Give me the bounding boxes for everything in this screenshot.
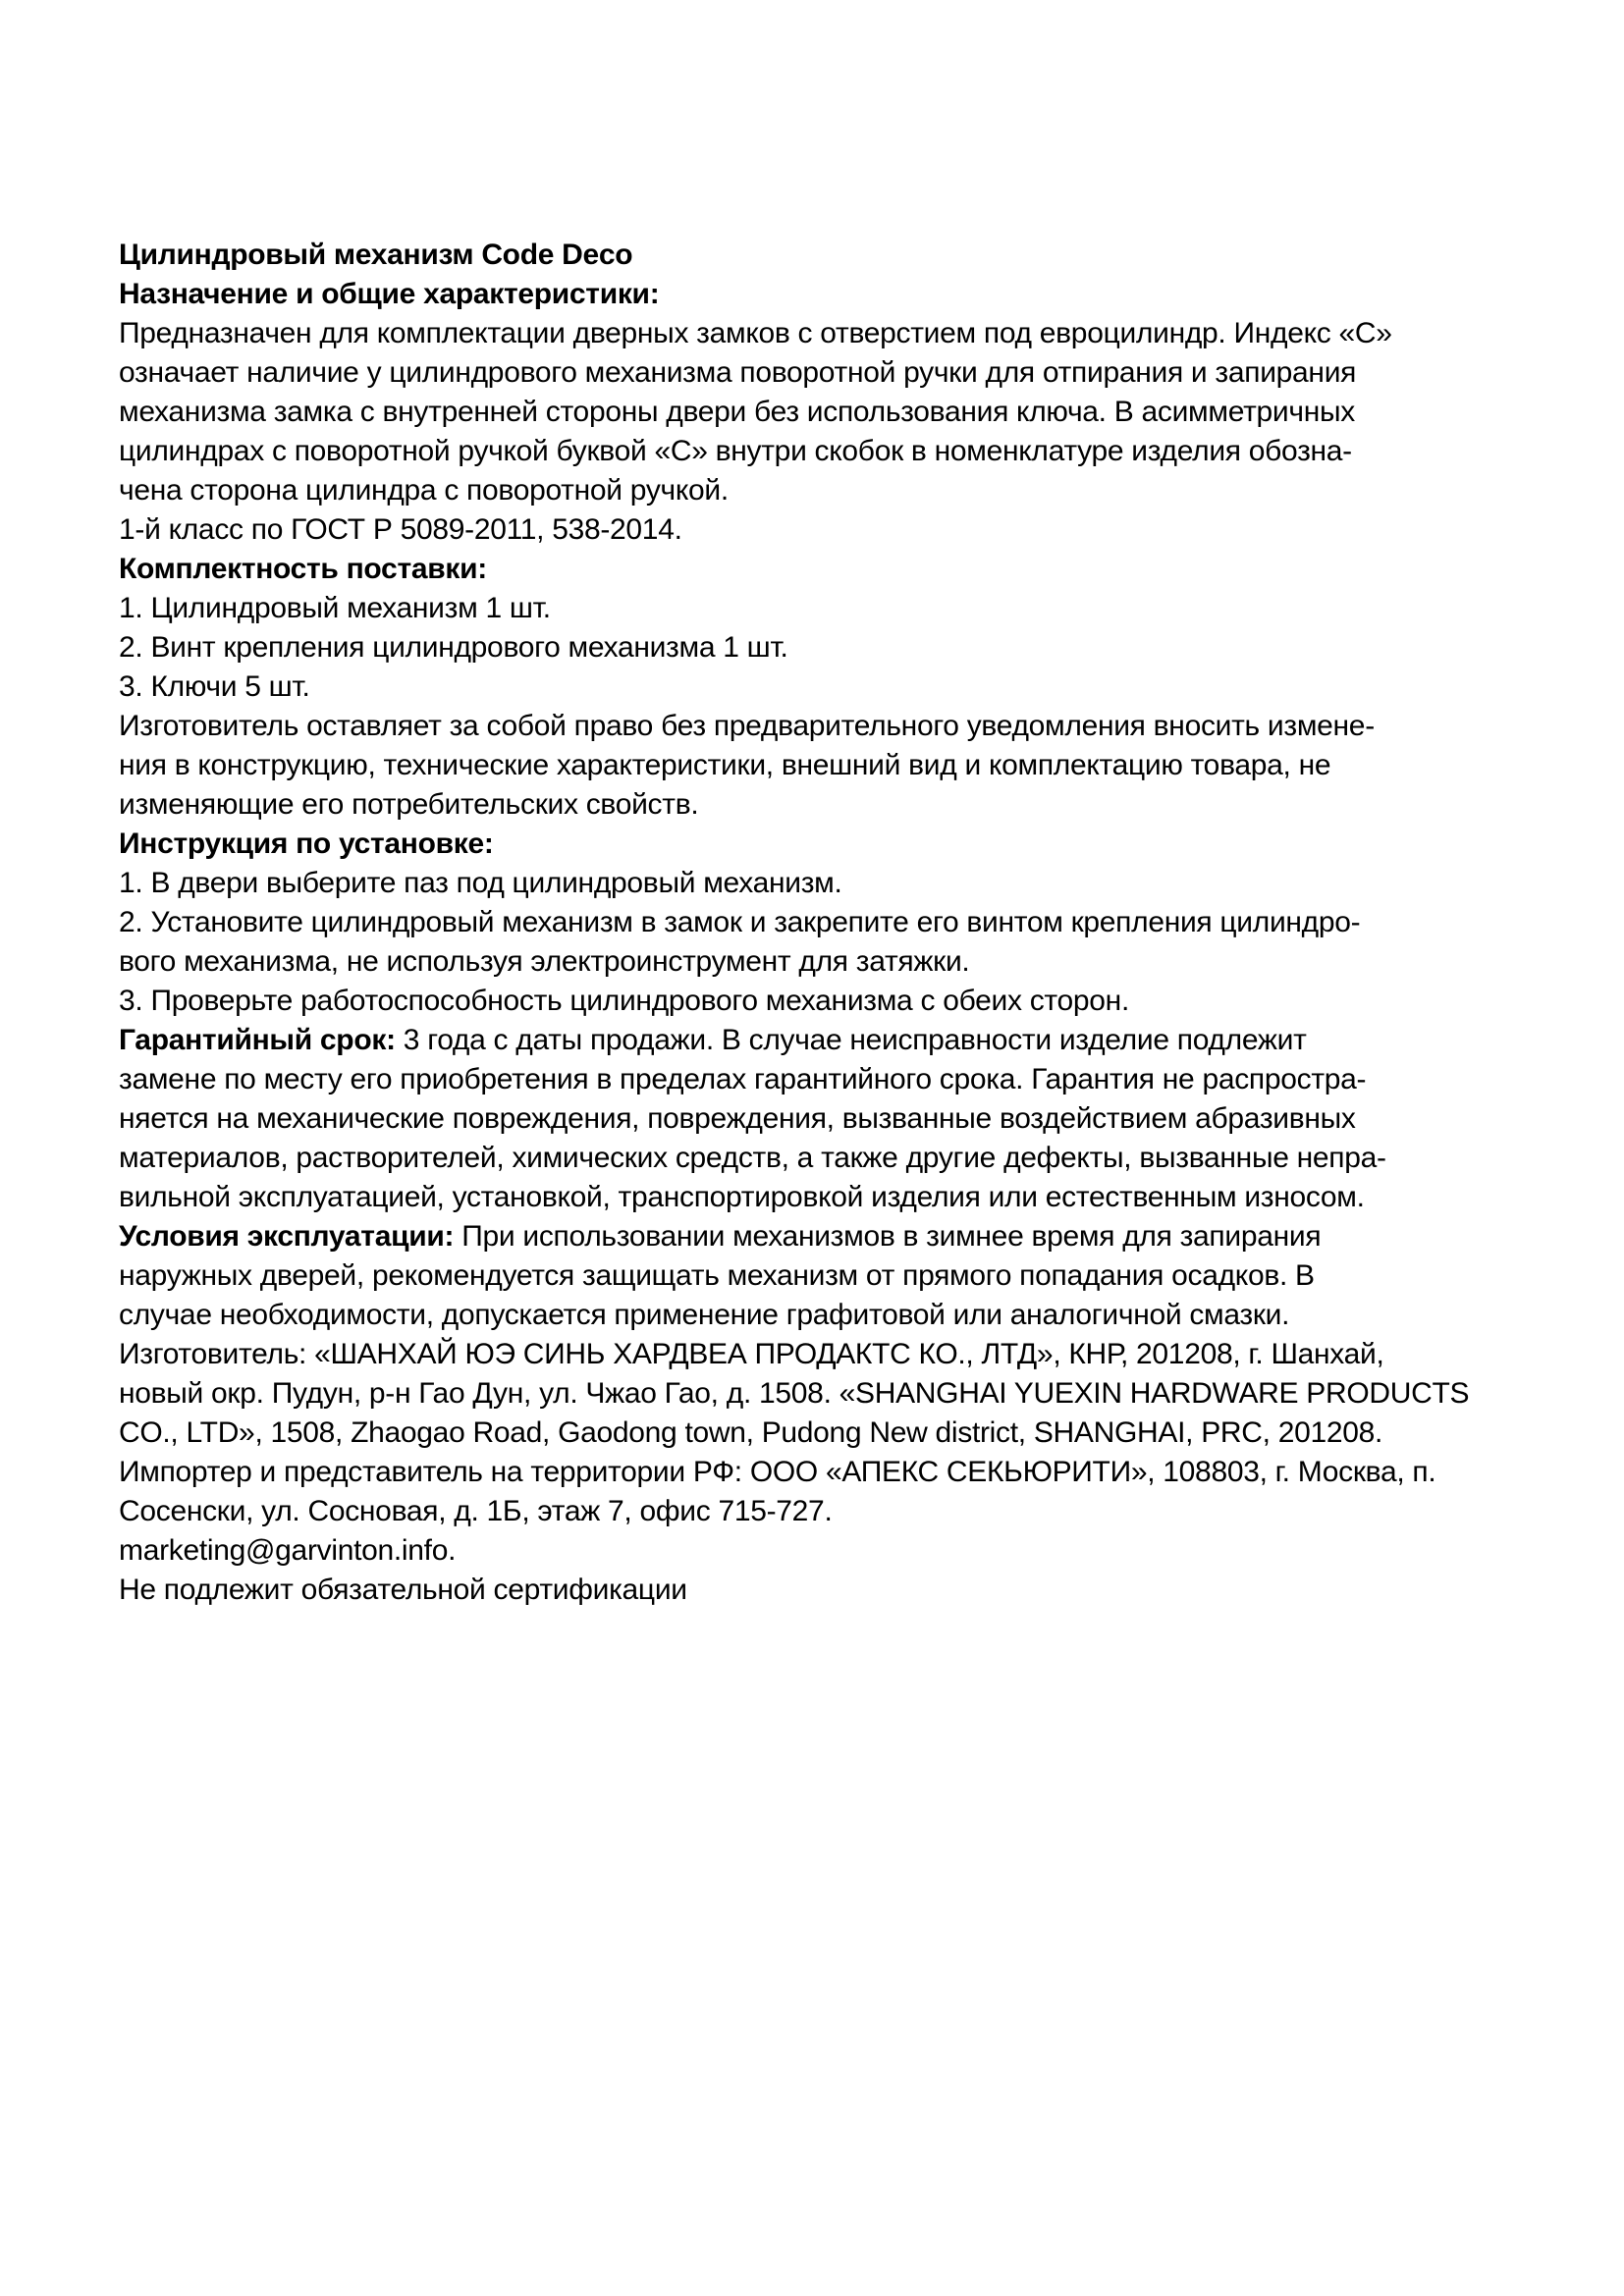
text-run: няется на механические повреждения, повреждения, вызванные воздействием абразивных xyxy=(119,1102,1356,1135)
text-run: 3. Ключи 5 шт. xyxy=(119,670,310,703)
text-run: означает наличие у цилиндрового механизма поворотной ручки для отпирания и запирания xyxy=(119,356,1357,389)
text-run: случае необходимости, допускается применение графитовой или аналогичной смазки. xyxy=(119,1299,1290,1331)
document-line xyxy=(119,785,1552,825)
document-line xyxy=(119,353,1552,393)
text-run: CO., LTD», 1508, Zhaogao Road, Gaodong town, Pudong New district, SHANGHAI, PRC, 201208. xyxy=(119,1416,1383,1449)
document-body xyxy=(119,236,1552,1610)
bold-text-run: Условия эксплуатации: xyxy=(119,1220,455,1253)
document-line xyxy=(119,1060,1552,1099)
document-line xyxy=(119,1217,1552,1256)
document-line xyxy=(119,1139,1552,1178)
text-run: 2. Установите цилиндровый механизм в замок и закрепите его винтом крепления цилиндро- xyxy=(119,906,1361,938)
text-run: 1. В двери выберите паз под цилиндровый механизм. xyxy=(119,867,842,899)
document-line xyxy=(119,314,1552,353)
text-run: чена сторона цилиндра с поворотной ручкой. xyxy=(119,474,729,507)
bold-text-run: Цилиндровый механизм Code Deco xyxy=(119,239,633,271)
text-run: Изготовитель оставляет за собой право без предварительного уведомления вносить измене- xyxy=(119,710,1375,742)
text-run: Не подлежит обязательной сертификации xyxy=(119,1574,687,1606)
text-run: 1-й класс по ГОСТ Р 5089-2011, 538-2014. xyxy=(119,513,682,546)
text-run: Импортер и представитель на территории РФ: ООО «АПЕКС СЕКЬЮРИТИ», 108803, г. Москва, п. xyxy=(119,1456,1436,1488)
document-line xyxy=(119,1021,1552,1060)
text-run: 3 года с даты продажи. В случае неисправности изделие подлежит xyxy=(395,1024,1307,1056)
document-line xyxy=(119,864,1552,903)
section-heading xyxy=(119,275,1552,314)
text-run: ния в конструкцию, технические характеристики, внешний вид и комплектацию товара, не xyxy=(119,749,1331,781)
bold-text-run: Назначение и общие характеристики: xyxy=(119,278,660,310)
bold-text-run: Инструкция по установке: xyxy=(119,828,494,860)
bold-text-run: Комплектность поставки: xyxy=(119,553,487,585)
text-run: изменяющие его потребительских свойств. xyxy=(119,788,699,821)
text-run: Сосенски, ул. Сосновая, д. 1Б, этаж 7, офис 715-727. xyxy=(119,1495,833,1527)
text-run: 3. Проверьте работоспособность цилиндрового механизма с обеих сторон. xyxy=(119,985,1129,1017)
document-line xyxy=(119,1178,1552,1217)
document-line xyxy=(119,510,1552,550)
section-heading xyxy=(119,550,1552,589)
section-heading xyxy=(119,236,1552,275)
text-run: Предназначен для комплектации дверных замков с отверстием под евроцилиндр. Индекс «С» xyxy=(119,317,1392,349)
text-run: При использовании механизмов в зимнее время для запирания xyxy=(454,1220,1322,1253)
text-run: наружных дверей, рекомендуется защищать механизм от прямого попадания осадков. В xyxy=(119,1259,1315,1292)
document-line xyxy=(119,903,1552,942)
document-line xyxy=(119,1531,1552,1571)
document-line xyxy=(119,1453,1552,1492)
document-line xyxy=(119,1099,1552,1139)
document-line xyxy=(119,707,1552,746)
document-line xyxy=(119,589,1552,628)
document-line xyxy=(119,471,1552,510)
text-run: новый окр. Пудун, р-н Гао Дун, ул. Чжао Гао, д. 1508. «SHANGHAI YUEXIN HARDWARE PRODUCTS xyxy=(119,1377,1470,1410)
document-line xyxy=(119,1335,1552,1374)
text-run: marketing@garvinton.info. xyxy=(119,1534,457,1567)
document-line xyxy=(119,628,1552,667)
document-line xyxy=(119,1256,1552,1296)
document-line xyxy=(119,746,1552,785)
document-line xyxy=(119,1571,1552,1610)
document-line xyxy=(119,1492,1552,1531)
document-line xyxy=(119,1414,1552,1453)
text-run: 2. Винт крепления цилиндрового механизма 1 шт. xyxy=(119,631,788,664)
text-run: Изготовитель: «ШАНХАЙ ЮЭ СИНЬ ХАРДВЕА ПРОДАКТС КО., ЛТД», КНР, 201208, г. Шанхай, xyxy=(119,1338,1384,1370)
text-run: 1. Цилиндровый механизм 1 шт. xyxy=(119,592,551,624)
document-line xyxy=(119,1296,1552,1335)
document-line xyxy=(119,432,1552,471)
document-line xyxy=(119,1374,1552,1414)
bold-text-run: Гарантийный срок: xyxy=(119,1024,396,1056)
document-line xyxy=(119,667,1552,707)
text-run: замене по месту его приобретения в пределах гарантийного срока. Гарантия не распростра- xyxy=(119,1063,1367,1095)
document-line xyxy=(119,942,1552,982)
text-run: цилиндрах с поворотной ручкой буквой «С» внутри скобок в номенклатуре изделия обозна- xyxy=(119,435,1352,467)
section-heading xyxy=(119,825,1552,864)
document-line xyxy=(119,982,1552,1021)
text-run: материалов, растворителей, химических средств, а также другие дефекты, вызванные непра- xyxy=(119,1142,1386,1174)
text-run: вого механизма, не используя электроинструмент для затяжки. xyxy=(119,945,970,978)
document-line xyxy=(119,393,1552,432)
text-run: вильной эксплуатацией, установкой, транспортировкой изделия или естественным износом. xyxy=(119,1181,1365,1213)
text-run: механизма замка с внутренней стороны двери без использования ключа. В асимметричных xyxy=(119,396,1355,428)
